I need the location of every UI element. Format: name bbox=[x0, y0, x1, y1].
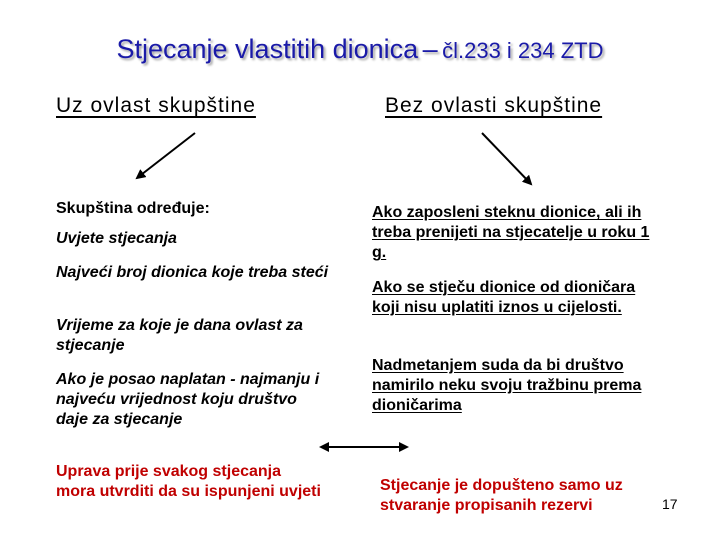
left-footer-note: Uprava prije svakog stjecanja mora utvrditi da su ispunjeni uvjeti bbox=[56, 463, 321, 500]
right-column-heading: Bez ovlasti skupštine bbox=[385, 94, 603, 117]
left-item-max-shares: Najveći broj dionica koje treba steći bbox=[56, 264, 329, 281]
left-item-conditions: Uvjete stjecanja bbox=[56, 230, 177, 247]
left-branch-arrow-icon bbox=[137, 133, 195, 178]
left-intro: Skupština određuje: bbox=[56, 200, 210, 217]
left-item-authorization-period: Vrijeme za koje je dana ovlast za stjecanje bbox=[56, 317, 303, 354]
right-footer-note: Stjecanje je dopušteno samo uz stvaranje propisanih rezervi bbox=[380, 477, 623, 514]
title-main: Stjecanje vlastitih dionica bbox=[116, 34, 419, 64]
title-separator: – bbox=[422, 34, 438, 64]
left-column-heading: Uz ovlast skupštine bbox=[56, 94, 256, 117]
right-item-court-auction: Nadmetanjem suda da bi društvo namirilo neku svoju tražbinu prema dioničarima bbox=[372, 357, 642, 414]
right-branch-arrow-icon bbox=[482, 133, 531, 184]
left-item-paid-transaction: Ako je posao naplatan - najmanju i najveću vrijednost koju društvo daje za stjecanje bbox=[56, 371, 320, 428]
page-number: 17 bbox=[662, 496, 678, 512]
right-item-employees: Ako zaposleni steknu dionice, ali ih treba prenijeti na stjecatelje u roku 1 g. bbox=[372, 204, 650, 261]
right-item-unpaid-shareholders: Ako se stječu dionice od dioničara koji nisu uplatiti iznos u cijelosti. bbox=[372, 279, 636, 316]
slide-title bbox=[0, 34, 720, 65]
title-law-reference: čl.233 i 234 ZTD bbox=[442, 38, 604, 63]
